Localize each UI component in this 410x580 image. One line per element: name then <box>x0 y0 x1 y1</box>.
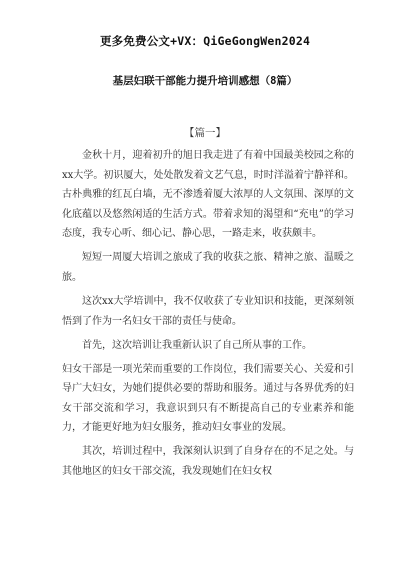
section-label: 【篇一】 <box>184 127 226 139</box>
paragraph-3: 这次xx大学培训中，我不仅收获了专业知识和技能，更深刻领悟到了作为一名妇女干部的责任与使命。 <box>62 295 354 327</box>
paragraph-2: 短短一周厦大培训之旅成了我的收获之旅、精神之旅、温暖之旅。 <box>62 252 354 283</box>
document-title: 基层妇联干部能力提升培训感想（8篇） <box>112 75 298 87</box>
paragraph-1: 金秋十月，迎着初升的旭日我走进了有着中国最美校园之称的xx大学。初识厦大，处处散发着文艺气息，时时洋溢着宁静祥和。古朴典雅的红瓦白墙，无不渗透着厦大浓厚的人文氛围、深厚的文化底蕴以及悠然闲适的生活方式。带着求知的渴望和“充电”的学习态度，我专心听、细心记、静心思，一路走来，收获颇丰。 <box>62 150 354 240</box>
document-body <box>62 146 354 486</box>
paragraph-4: 首先，这次培训让我重新认识了自己所从事的工作。 <box>82 339 312 351</box>
paragraph-5: 妇女干部是一项光荣而重要的工作岗位，我们需要关心、关爱和引导广大妇女，为她们提供必要的帮助和服务。通过与各界优秀的妇女干部交流和学习，我意识到只有不断提高自己的专业素养和能力，才能更好地为妇女服务，推动妇女事业的发展。 <box>62 363 354 434</box>
promo-header: 更多免费公文+VX：QiGeGongWen2024 <box>99 34 311 48</box>
paragraph-6: 其次，培训过程中，我深刻认识到了自身存在的不足之处。与其他地区的妇女干部交流，我发现她们在妇女权 <box>62 446 354 477</box>
